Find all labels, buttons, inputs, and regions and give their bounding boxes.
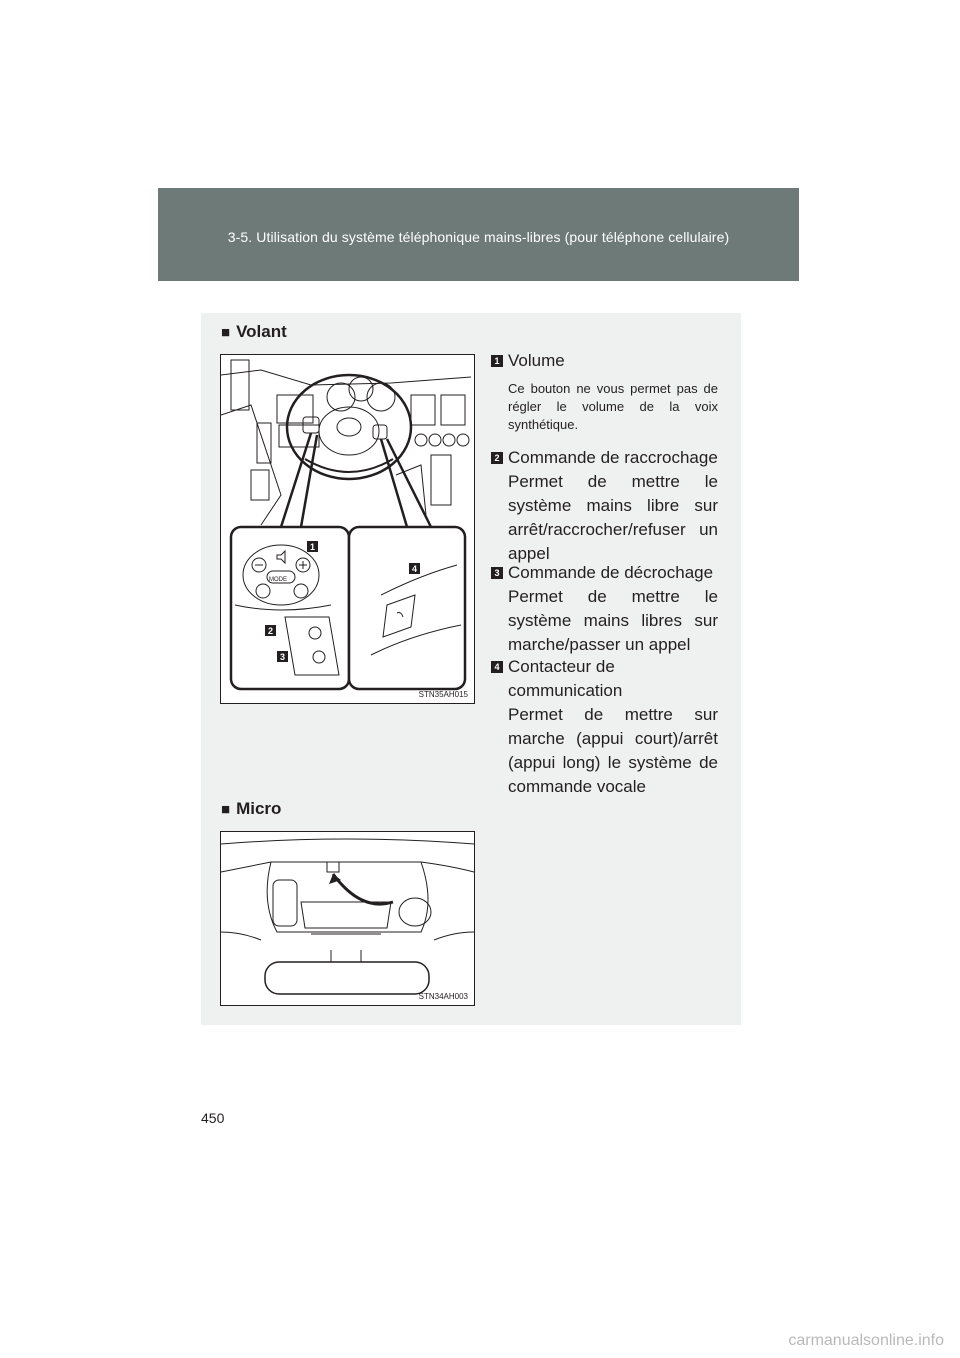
mode-label: MODE bbox=[269, 577, 287, 583]
figure-code: STN34AH003 bbox=[418, 992, 468, 1001]
chapter-header bbox=[158, 188, 799, 281]
callout-2: 2 bbox=[267, 626, 274, 636]
callout-4: 4 bbox=[411, 564, 418, 574]
item-title: Commande de raccrochage bbox=[508, 448, 718, 467]
item-raccrochage bbox=[494, 446, 718, 566]
item-description: Permet de mettre le système mains libres sur marche/passer un appel bbox=[508, 587, 718, 654]
square-bullet-icon: ■ bbox=[221, 801, 231, 818]
steering-wheel-illustration bbox=[221, 355, 474, 703]
page-number: 450 bbox=[201, 1110, 225, 1126]
item-contacteur bbox=[494, 655, 718, 799]
number-badge: 3 bbox=[491, 567, 503, 579]
item-volume bbox=[494, 349, 718, 434]
item-description: Permet de mettre le système mains libre sur arrêt/raccrocher/refuser un appel bbox=[508, 472, 718, 563]
section-title-micro: ■ Micro bbox=[221, 799, 282, 818]
watermark: carmanualsonline.info bbox=[788, 1332, 944, 1349]
microphone-figure bbox=[220, 831, 475, 1006]
item-title: Volume bbox=[508, 351, 565, 370]
callout-3: 3 bbox=[279, 652, 286, 662]
section-title-volant: ■ Volant bbox=[221, 322, 287, 341]
item-title: Contacteur de communication bbox=[508, 657, 623, 700]
item-decrochage bbox=[494, 561, 718, 657]
number-badge: 2 bbox=[491, 452, 503, 464]
callout-1: 1 bbox=[309, 542, 316, 552]
item-title: Commande de décrochage bbox=[508, 563, 714, 582]
chapter-breadcrumb: 3-5. Utilisation du système téléphonique mains-libres (pour téléphone cellulaire) bbox=[227, 229, 730, 245]
number-badge: 1 bbox=[491, 355, 503, 367]
number-badge: 4 bbox=[491, 661, 503, 673]
figure-code: STN35AH015 bbox=[418, 690, 468, 699]
overhead-console-illustration bbox=[221, 832, 474, 1005]
item-description: Permet de mettre sur marche (appui court)/arrêt (appui long) le système de commande vocale bbox=[508, 705, 718, 796]
item-note: Ce bouton ne vous permet pas de régler le volume de la voix synthétique. bbox=[508, 381, 718, 432]
square-bullet-icon: ■ bbox=[221, 324, 231, 341]
steering-wheel-figure bbox=[220, 354, 475, 704]
